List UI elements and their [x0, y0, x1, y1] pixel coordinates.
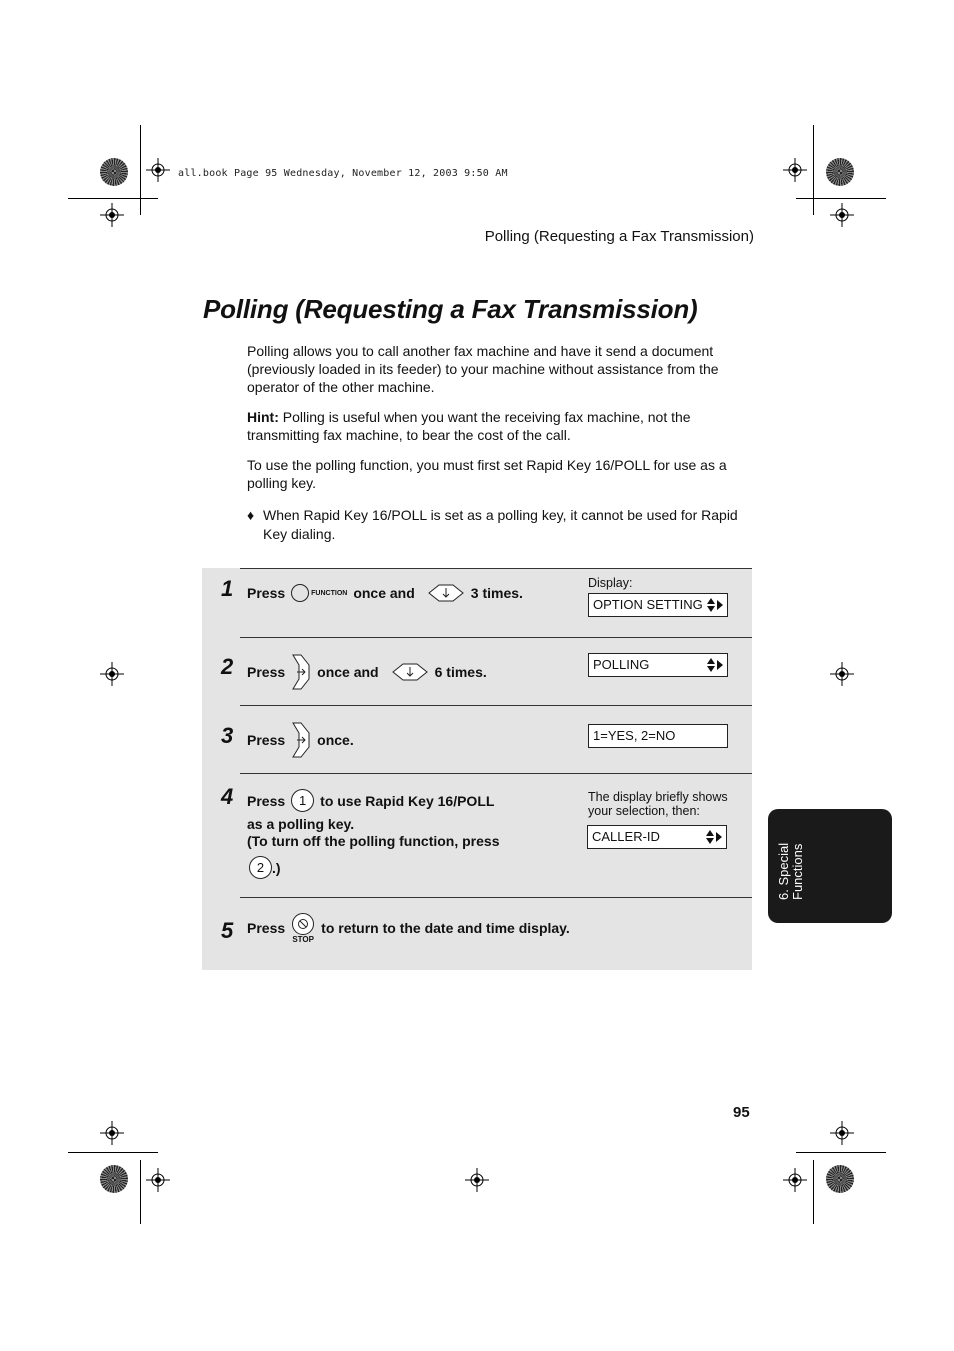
divider	[240, 897, 752, 898]
stop-key-icon	[291, 912, 315, 936]
bullet-note	[247, 506, 747, 544]
hint-label: Hint:	[247, 409, 279, 425]
up-down-arrow-icon	[706, 656, 724, 674]
registration-mark	[830, 203, 854, 227]
registration-mark	[830, 1121, 854, 1145]
registration-star	[826, 1165, 854, 1193]
function-key-label: FUNCTION	[311, 589, 348, 597]
file-meta-line: all.book Page 95 Wednesday, November 12, 2003 9:50 AM	[178, 168, 508, 179]
divider	[240, 705, 752, 706]
registration-star	[100, 1165, 128, 1193]
bullet-text: When Rapid Key 16/POLL is set as a polling key, it cannot be used for Rapid Key dialing.	[263, 507, 738, 542]
registration-mark	[146, 158, 170, 182]
divider	[240, 637, 752, 638]
right-arrow-key-icon	[291, 721, 311, 759]
step-number: 5	[221, 918, 234, 943]
page-title: Polling (Requesting a Fax Transmission)	[203, 294, 698, 324]
lcd-display: OPTION SETTING	[588, 593, 728, 617]
registration-mark	[465, 1168, 489, 1192]
section-tab-label: 6. Special Functions	[776, 842, 805, 900]
running-header: Polling (Requesting a Fax Transmission)	[484, 228, 754, 245]
display-note: The display briefly shows your selection, then:	[588, 790, 728, 818]
hint-text: Polling is useful when you want the receiving fax machine, not the transmitting fax machine, to bear the cost of the call.	[247, 409, 691, 443]
divider	[240, 773, 752, 774]
registration-mark	[100, 203, 124, 227]
up-arrow-key-icon	[427, 583, 465, 603]
steps-panel	[202, 568, 752, 970]
registration-star	[100, 158, 128, 186]
stop-key	[291, 912, 315, 944]
registration-mark	[146, 1168, 170, 1192]
step-number: 4	[221, 784, 234, 809]
setup-paragraph: To use the polling function, you must first set Rapid Key 16/POLL for use as a polling key.	[247, 457, 727, 491]
up-down-arrow-icon	[705, 828, 723, 846]
step-number: 2	[221, 654, 234, 679]
step-1-instruction: Press FUNCTION once and 3 times.	[247, 585, 523, 601]
step-4-line-4: 2 .)	[249, 856, 281, 879]
lcd-display: POLLING	[588, 653, 728, 677]
step-4-line-2: as a polling key.	[247, 816, 355, 832]
bullet-diamond-icon: ♦	[247, 507, 255, 523]
divider	[240, 568, 752, 569]
intro-paragraph: Polling allows you to call another fax machine and have it send a document (previously loaded in its feeder) to your machine without assistance from the operator of the other machine.	[247, 343, 719, 395]
registration-mark	[100, 1121, 124, 1145]
stop-key-label: STOP	[292, 935, 314, 944]
registration-star	[826, 158, 854, 186]
step-2-instruction: Press once and 6 times.	[247, 653, 487, 691]
registration-mark	[100, 662, 124, 686]
hint-paragraph	[247, 408, 747, 444]
step-3-instruction: Press once.	[247, 721, 354, 759]
step-5-instruction: Press STOP to return to the date and time display.	[247, 912, 570, 944]
right-arrow-key-icon	[291, 653, 311, 691]
lcd-display: CALLER-ID	[587, 825, 727, 849]
lcd-display: 1=YES, 2=NO	[588, 724, 728, 748]
registration-mark	[830, 662, 854, 686]
up-down-arrow-icon	[706, 596, 724, 614]
step-4-instruction: Press 1 to use Rapid Key 16/POLL	[247, 789, 494, 812]
registration-mark	[783, 158, 807, 182]
key-1-icon: 1	[291, 789, 314, 812]
key-2-icon: 2	[249, 856, 272, 879]
step-number: 3	[221, 723, 234, 748]
step-4-line-3: (To turn off the polling function, press	[247, 833, 500, 849]
display-label: Display:	[588, 576, 633, 590]
registration-mark	[783, 1168, 807, 1192]
step-number: 1	[221, 576, 234, 601]
function-key-icon	[291, 584, 309, 602]
up-arrow-key-icon	[391, 662, 429, 682]
page-number: 95	[733, 1104, 750, 1121]
